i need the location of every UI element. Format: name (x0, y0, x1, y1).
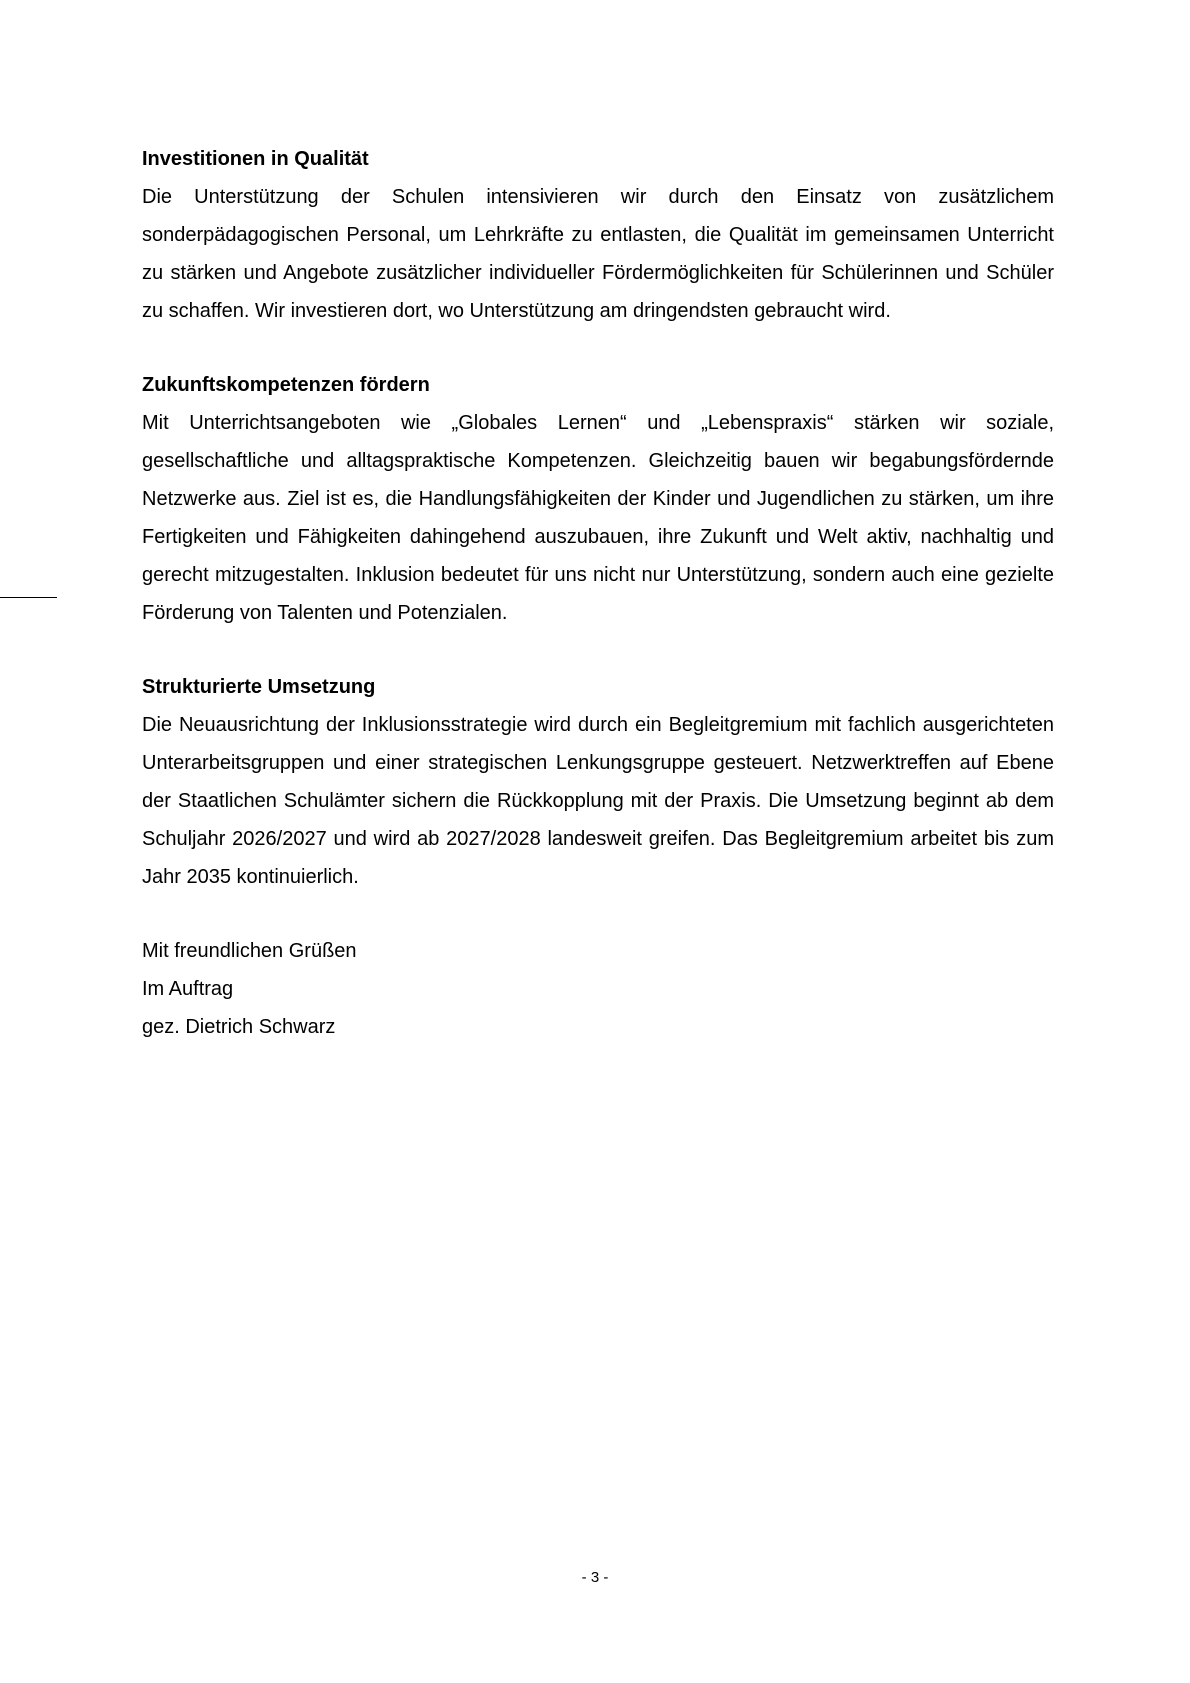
section-zukunftskompetenzen (142, 366, 1054, 632)
section-umsetzung (142, 668, 1054, 896)
section-paragraph: Die Neuausrichtung der Inklusionsstrategie wird durch ein Begleitgremium mit fachlich ausgerichteten Unterarbeitsgruppen und einer strategischen Lenkungsgruppe gesteuert. Netzwerktreffen auf Ebene der Staatlichen Schulämter sichern die Rückkopplung mit der Praxis. Die Umsetzung beginnt ab dem Schuljahr 2026/2027 und wird ab 2027/2028 landesweit greifen. Das Begleitgremium arbeitet bis zum Jahr 2035 kontinuierlich. (142, 714, 1054, 888)
section-heading: Investitionen in Qualität (142, 148, 369, 170)
letter-body (142, 140, 1054, 1046)
fold-mark (0, 597, 57, 598)
section-heading: Strukturierte Umsetzung (142, 676, 376, 698)
section-investitionen (142, 140, 1054, 330)
closing-signature: gez. Dietrich Schwarz (142, 1016, 336, 1038)
closing-order: Im Auftrag (142, 978, 234, 1000)
closing-block (142, 932, 1054, 1046)
section-paragraph: Mit Unterrichtsangeboten wie „Globales Lernen“ und „Lebenspraxis“ stärken wir soziale, gesellschaftliche und alltagspraktische Kompetenzen. Gleichzeitig bauen wir begabungsfördernde Netzwerke aus. Ziel ist es, die Handlungsfähigkeiten der Kinder und Jugendlichen zu stärken, um ihre Fertigkeiten und Fähigkeiten dahingehend auszubauen, ihre Zukunft und Welt aktiv, nachhaltig und gerecht mitzugestalten. Inklusion bedeutet für uns nicht nur Unterstützung, sondern auch eine gezielte Förderung von Talenten und Potenzialen. (142, 412, 1054, 624)
closing-greeting: Mit freundlichen Grüßen (142, 940, 357, 962)
section-heading: Zukunftskompetenzen fördern (142, 374, 430, 396)
page-number: - 3 - (581, 1569, 609, 1586)
section-paragraph: Die Unterstützung der Schulen intensivieren wir durch den Einsatz von zusätzlichem sonderpädagogischen Personal, um Lehrkräfte zu entlasten, die Qualität im gemeinsamen Unterricht zu stärken und Angebote zusätzlicher individueller Fördermöglichkeiten für Schülerinnen und Schüler zu schaffen. Wir investieren dort, wo Unterstützung am dringendsten gebraucht wird. (142, 186, 1054, 322)
